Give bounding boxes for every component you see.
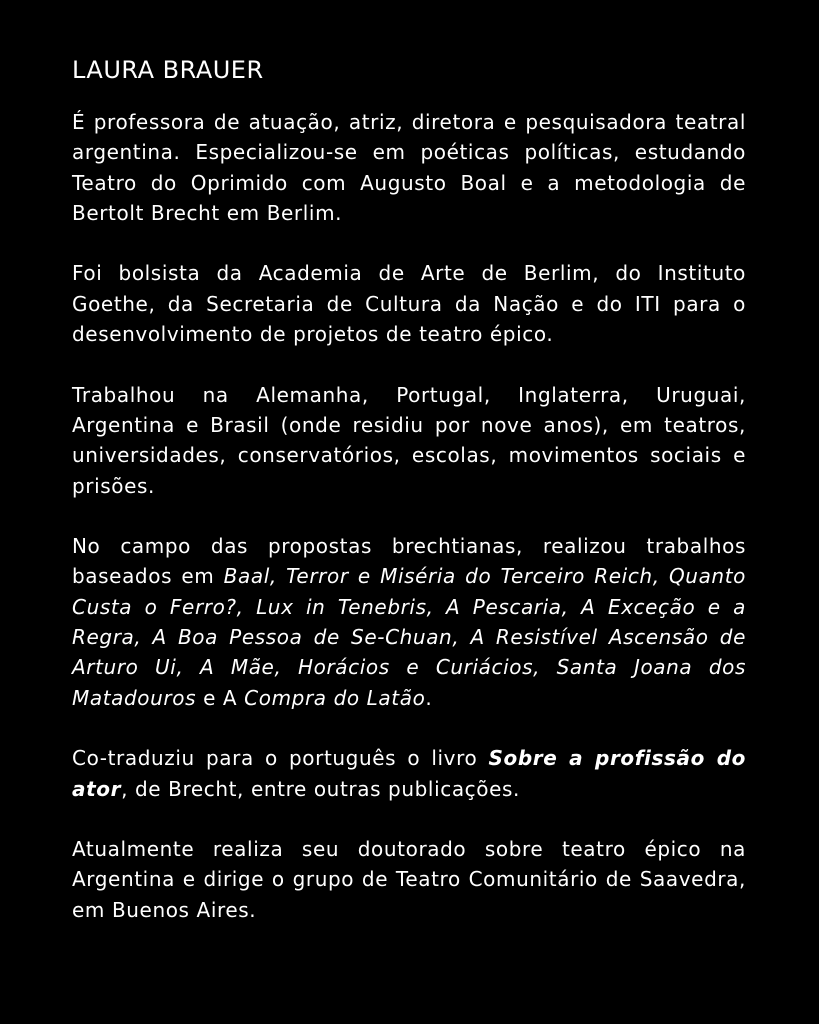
- bio-document: [72, 52, 746, 925]
- paragraph-intro: É professora de atuação, atriz, diretora e pesquisadora teatral argentina. Especializou-se em poéticas políticas, estudando Teatro do Oprimido com Augusto Boal e a metodologia de Bertolt Brecht em Berlim.: [72, 110, 746, 225]
- translated-book-title: Sobre a profissão do ator: [72, 746, 746, 801]
- paragraph-current: Atualmente realiza seu doutorado sobre teatro épico na Argentina e dirige o grupo de Teatro Comunitário de Saavedra, em Buenos Aires.: [72, 837, 746, 922]
- page-title: LAURA BRAUER: [72, 56, 264, 84]
- paragraph-translation: [72, 743, 746, 804]
- paragraph-scholarships: Foi bolsista da Academia de Arte de Berlim, do Instituto Goethe, da Secretaria de Cultura da Nação e do ITI para o desenvolvimento de projetos de teatro épico.: [72, 261, 746, 347]
- brecht-works-last: Compra do Latão: [244, 685, 426, 710]
- brecht-works-conjunction: e A: [196, 685, 245, 710]
- paragraph-work-countries: Trabalhou na Alemanha, Portugal, Inglaterra, Uruguai, Argentina e Brasil (onde residiu por nove anos), em teatros, universidades, conservatórios, escolas, movimentos sociais e prisões.: [72, 382, 746, 498]
- translation-end: , de Brecht, entre outras publicações.: [121, 776, 520, 801]
- brecht-works-list: Baal, Terror e Miséria do Terceiro Reich, Quanto Custa o Ferro?, Lux in Tenebris, A Pescaria, A Exceção e a Regra, A Boa Pessoa de Se-Chuan, A Resistível Ascensão de Arturo Ui, A Mãe, Horácios e Curiácios, Santa Joana dos Matadouros: [72, 564, 746, 710]
- translation-intro: Co-traduziu para o português o livro: [72, 746, 489, 771]
- brecht-works-intro: No campo das propostas brechtianas, realizou trabalhos baseados em: [72, 534, 746, 589]
- paragraph-brecht-works: [72, 531, 746, 713]
- brecht-works-end: .: [425, 685, 433, 710]
